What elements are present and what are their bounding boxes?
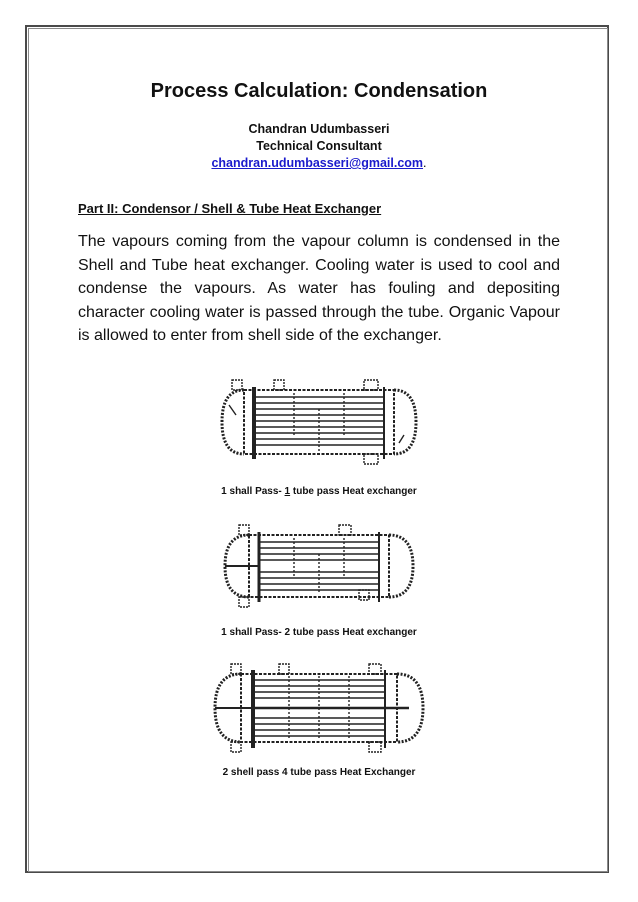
email-period: . [423,156,427,170]
author-name: Chandran Udumbasseri [248,122,390,136]
figure-3-caption: 2 shell pass 4 tube pass Heat Exchanger [222,767,416,778]
section-heading: Part II: Condensor / Shell & Tube Heat Exchanger [78,201,382,216]
figure-2-shell-tube-2-pass [0,520,638,612]
figure-2-caption: 1 shall Pass- 2 tube pass Heat exchanger [221,627,417,638]
figure-1-shell-tube-1-pass [0,375,638,470]
section-paragraph: The vapours coming from the vapour column is condensed in the Shell and Tube heat exchanger. Cooling water is used to cool and condense the vapours. As water has fouling and depositing character cooling water is passed through the tube. Organic Vapour is allowed to enter from shell side of the exchanger. [78,233,560,344]
heat-exchanger-diagram-3 [209,660,429,757]
figure-3-shell-tube-4-pass [0,660,638,757]
heat-exchanger-diagram-1 [214,375,424,470]
email-link[interactable]: chandran.udumbasseri@gmail.com [211,156,424,170]
author-role: Technical Consultant [256,139,382,153]
heat-exchanger-diagram-2 [219,520,419,612]
figure-1-caption: 1 shall Pass- 1 tube pass Heat exchanger [221,486,417,497]
page-title: Process Calculation: Condensation [150,80,488,102]
email-line [0,156,638,170]
